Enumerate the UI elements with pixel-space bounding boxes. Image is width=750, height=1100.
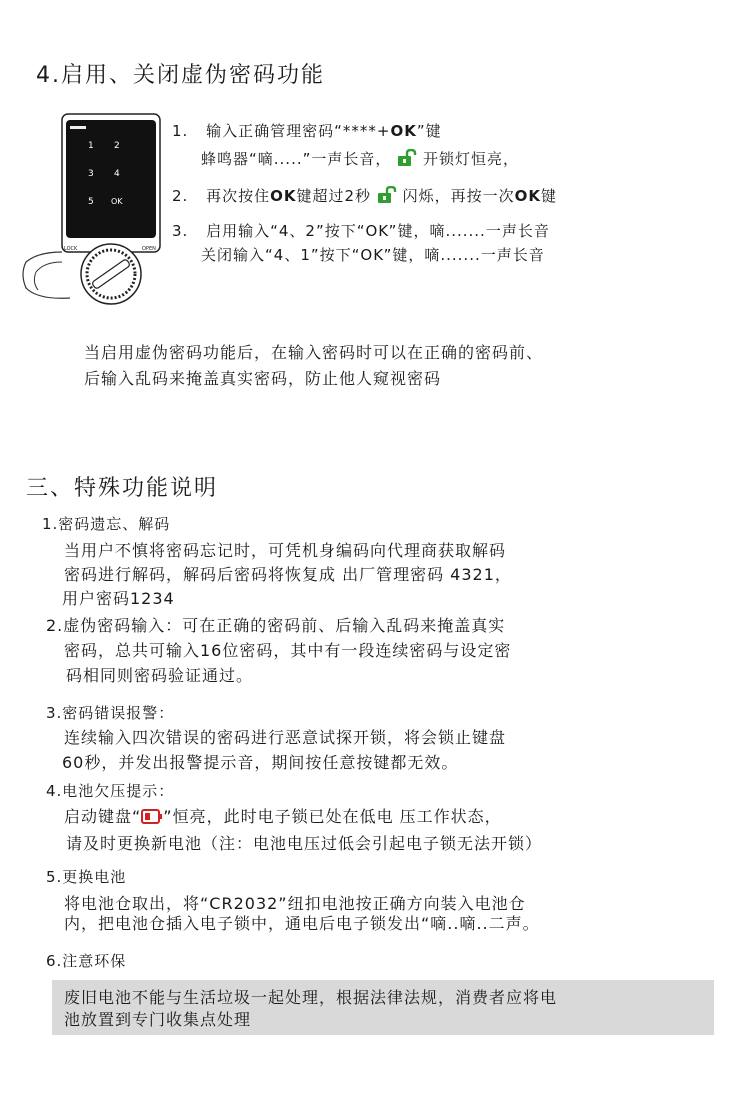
lock-label: LOCK: [64, 246, 78, 252]
step-2-number: 2.: [172, 187, 189, 205]
notice-line-1: 废旧电池不能与生活垃圾一起处理，根据法律法规，消费者应将电: [64, 988, 558, 1007]
environment-notice: [52, 980, 714, 1035]
section-title-4: 4.启用、关闭虚伪密码功能: [36, 63, 325, 88]
item-6-heading: 6.注意环保: [46, 952, 127, 970]
step-3-number: 3.: [172, 222, 189, 240]
ok-key-label: OK: [390, 122, 417, 140]
item-5-line: 内，把电池仓插入电子锁中，通电后电子锁发出“嘀..嘀..二声。: [64, 914, 540, 933]
battery-low-icon: [141, 809, 163, 824]
step-2-text: 再次按住: [206, 187, 271, 205]
item-4-heading: 4.电池欠压提示：: [46, 782, 175, 800]
item-4-line: [64, 806, 502, 827]
item-5-heading: 5.更换电池: [46, 868, 127, 886]
key-5: 5: [88, 197, 94, 207]
item-4-line-end: ”恒亮，此时电子锁已处在低电 压工作状态，: [163, 807, 502, 826]
step-2-text-flash: 闪烁，再按一次: [402, 187, 515, 205]
item-3-line: 60秒，并发出报警提示音，期间按任意按键都无效。: [62, 753, 459, 772]
item-1-line: 密码进行解码，解码后密码将恢复成 出厂管理密码 4321，: [64, 565, 512, 584]
step-3: [172, 221, 550, 241]
step-1: [172, 121, 442, 141]
item-4-line-start: 启动键盘“: [64, 807, 142, 826]
key-4: 4: [114, 169, 120, 179]
lock-keypad-illustration: [18, 112, 163, 312]
step-3-text: 启用输入“4、2”按下“OK”键，嘀.......一声长音: [206, 222, 550, 240]
item-2-line: 码相同则密码验证通过。: [66, 666, 254, 685]
section-title-special: 三、特殊功能说明: [26, 476, 219, 501]
item-2-heading: 2.虚伪密码输入：可在正确的密码前、后输入乱码来掩盖真实: [46, 616, 506, 635]
key-3: 3: [88, 169, 94, 179]
note-line-2: 后输入乱码来掩盖真实密码，防止他人窥视密码: [84, 369, 442, 388]
key-2: 2: [114, 141, 120, 151]
unlock-icon: [377, 186, 397, 203]
step-1-number: 1.: [172, 122, 189, 140]
key-1: 1: [88, 141, 94, 151]
open-label: OPEN: [142, 246, 156, 252]
item-1-line: 用户密码1234: [62, 589, 175, 608]
item-3-heading: 3.密码错误报警：: [46, 704, 175, 722]
step-2: [172, 186, 557, 206]
notice-line-2: 池放置到专门收集点处理: [64, 1010, 252, 1029]
step-1-text-end: ”键: [416, 122, 442, 140]
step-2-text-end: 键: [540, 187, 557, 205]
step-1-text: 输入正确管理密码“****+: [206, 122, 391, 140]
item-2-line: 密码，总共可输入16位密码，其中有一段连续密码与设定密: [64, 641, 512, 660]
ok-key-label: OK: [514, 187, 541, 205]
item-1-line: 当用户不慎将密码忘记时，可凭机身编码向代理商获取解码: [64, 541, 507, 560]
note-line-1: 当启用虚伪密码功能后，在输入密码时可以在正确的密码前、: [84, 343, 544, 362]
item-1-heading: 1.密码遗忘、解码: [42, 515, 171, 533]
item-5-line: 将电池仓取出，将“CR2032”纽扣电池按正确方向装入电池仓: [64, 894, 526, 913]
ok-key-label: OK: [270, 187, 297, 205]
step-1-line2-end: 开锁灯恒亮，: [422, 150, 519, 168]
step-1-line2-text: 蜂鸣器“嘀.....”一声长音，: [201, 150, 392, 168]
item-3-line: 连续输入四次错误的密码进行恶意试探开锁，将会锁止键盘: [64, 728, 507, 747]
key-ok: OK: [111, 197, 123, 206]
step-2-text-mid: 键超过2秒: [296, 187, 372, 205]
step-1-line2: [201, 149, 519, 169]
unlock-icon: [397, 149, 417, 166]
step-3-line2: 关闭输入“4、1”按下“OK”键，嘀.......一声长音: [201, 246, 545, 264]
item-4-line: 请及时更换新电池（注：电池电压过低会引起电子锁无法开锁）: [66, 834, 543, 853]
